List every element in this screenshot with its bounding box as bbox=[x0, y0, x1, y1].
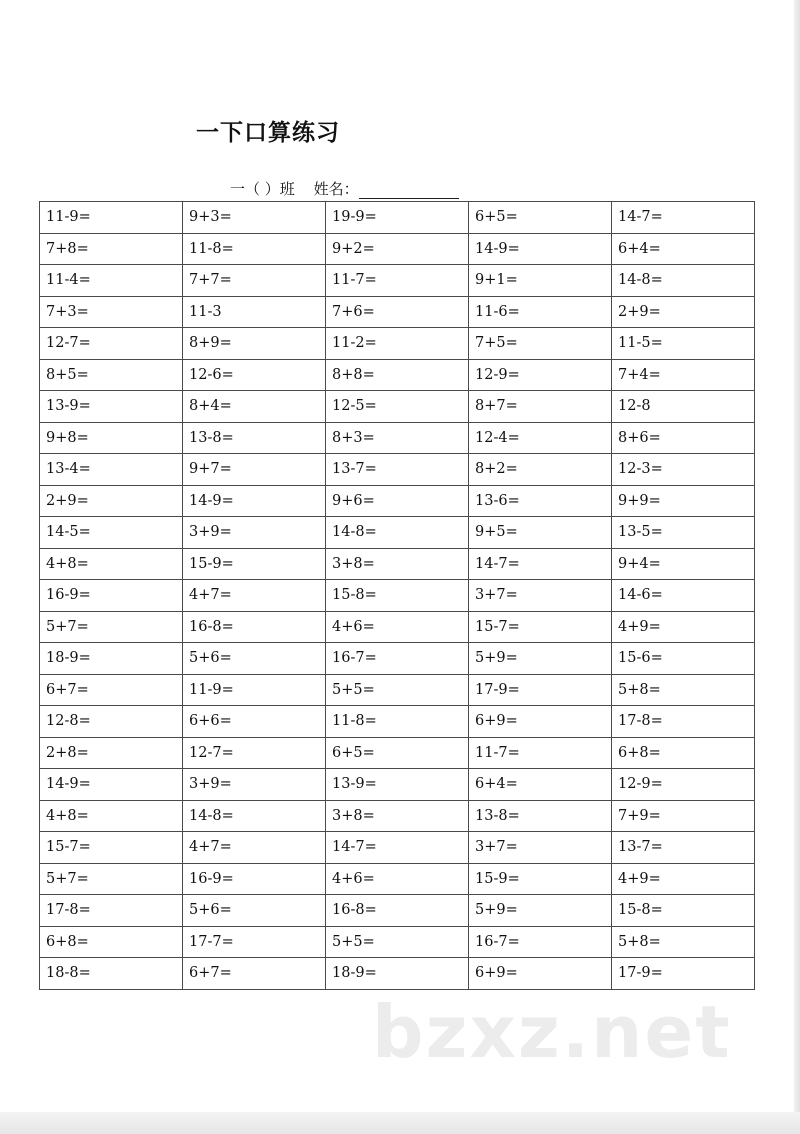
problem-cell: 12-7= bbox=[183, 737, 326, 769]
name-blank bbox=[359, 182, 459, 199]
problem-cell: 4+9= bbox=[612, 611, 755, 643]
problem-cell: 3+7= bbox=[469, 580, 612, 612]
problem-cell: 13-5= bbox=[612, 517, 755, 549]
problem-cell: 4+7= bbox=[183, 580, 326, 612]
name-label: 姓名： bbox=[313, 180, 359, 198]
problem-cell: 8+2= bbox=[469, 454, 612, 486]
problem-cell: 12-8 bbox=[612, 391, 755, 423]
table-row bbox=[40, 895, 755, 927]
problem-cell: 5+6= bbox=[183, 643, 326, 675]
problem-cell: 18-9= bbox=[326, 958, 469, 990]
problem-cell: 12-6= bbox=[183, 359, 326, 391]
problem-cell: 9+5= bbox=[469, 517, 612, 549]
problem-cell: 6+4= bbox=[469, 769, 612, 801]
problem-cell: 11-3 bbox=[183, 296, 326, 328]
problem-cell: 14-8= bbox=[183, 800, 326, 832]
problem-cell: 15-9= bbox=[183, 548, 326, 580]
problem-cell: 17-9= bbox=[612, 958, 755, 990]
page-bottom-edge bbox=[0, 1112, 800, 1134]
table-row bbox=[40, 422, 755, 454]
problem-cell: 16-7= bbox=[469, 926, 612, 958]
problem-cell: 17-8= bbox=[40, 895, 183, 927]
problem-cell: 8+6= bbox=[612, 422, 755, 454]
problem-cell: 17-9= bbox=[469, 674, 612, 706]
problem-cell: 5+9= bbox=[469, 895, 612, 927]
problem-cell: 2+9= bbox=[40, 485, 183, 517]
table-row bbox=[40, 706, 755, 738]
problem-cell: 12-9= bbox=[469, 359, 612, 391]
problem-cell: 13-8= bbox=[469, 800, 612, 832]
problem-cell: 3+8= bbox=[326, 548, 469, 580]
table-row bbox=[40, 233, 755, 265]
table-row bbox=[40, 296, 755, 328]
problem-cell: 3+7= bbox=[469, 832, 612, 864]
table-row bbox=[40, 391, 755, 423]
table-row bbox=[40, 454, 755, 486]
page-edge bbox=[794, 0, 800, 1134]
problem-cell: 13-9= bbox=[40, 391, 183, 423]
problem-cell: 14-9= bbox=[469, 233, 612, 265]
problem-cell: 6+8= bbox=[612, 737, 755, 769]
problem-cell: 11-8= bbox=[183, 233, 326, 265]
problem-cell: 15-7= bbox=[40, 832, 183, 864]
problem-cell: 16-9= bbox=[183, 863, 326, 895]
problem-cell: 14-8= bbox=[612, 265, 755, 297]
problem-cell: 13-7= bbox=[326, 454, 469, 486]
problem-cell: 5+7= bbox=[40, 611, 183, 643]
problem-cell: 11-7= bbox=[469, 737, 612, 769]
student-info-line bbox=[230, 178, 459, 199]
problem-cell: 5+5= bbox=[326, 674, 469, 706]
problem-cell: 6+9= bbox=[469, 706, 612, 738]
problem-cell: 7+3= bbox=[40, 296, 183, 328]
problem-cell: 14-7= bbox=[612, 202, 755, 234]
problem-cell: 5+7= bbox=[40, 863, 183, 895]
problem-cell: 6+6= bbox=[183, 706, 326, 738]
problem-cell: 19-9= bbox=[326, 202, 469, 234]
problem-cell: 2+9= bbox=[612, 296, 755, 328]
problem-cell: 14-8= bbox=[326, 517, 469, 549]
problem-cell: 2+8= bbox=[40, 737, 183, 769]
problem-cell: 5+6= bbox=[183, 895, 326, 927]
table-row bbox=[40, 674, 755, 706]
table-row bbox=[40, 958, 755, 990]
problem-cell: 7+4= bbox=[612, 359, 755, 391]
table-row bbox=[40, 769, 755, 801]
problem-cell: 6+8= bbox=[40, 926, 183, 958]
problem-cell: 6+5= bbox=[469, 202, 612, 234]
problem-cell: 5+8= bbox=[612, 674, 755, 706]
problem-cell: 7+7= bbox=[183, 265, 326, 297]
problem-cell: 15-6= bbox=[612, 643, 755, 675]
problem-cell: 11-5= bbox=[612, 328, 755, 360]
problem-cell: 7+9= bbox=[612, 800, 755, 832]
problem-cell: 14-7= bbox=[469, 548, 612, 580]
problem-cell: 12-3= bbox=[612, 454, 755, 486]
problem-cell: 12-5= bbox=[326, 391, 469, 423]
problem-cell: 9+4= bbox=[612, 548, 755, 580]
problem-cell: 16-8= bbox=[326, 895, 469, 927]
table-row bbox=[40, 926, 755, 958]
problem-cell: 18-9= bbox=[40, 643, 183, 675]
problem-cell: 13-4= bbox=[40, 454, 183, 486]
problem-cell: 8+9= bbox=[183, 328, 326, 360]
problem-cell: 13-7= bbox=[612, 832, 755, 864]
problem-cell: 9+2= bbox=[326, 233, 469, 265]
problem-cell: 12-8= bbox=[40, 706, 183, 738]
problem-cell: 14-9= bbox=[40, 769, 183, 801]
problem-cell: 4+8= bbox=[40, 800, 183, 832]
problem-cell: 9+8= bbox=[40, 422, 183, 454]
table-row bbox=[40, 359, 755, 391]
problem-cell: 8+8= bbox=[326, 359, 469, 391]
problem-cell: 13-8= bbox=[183, 422, 326, 454]
table-row bbox=[40, 265, 755, 297]
problem-cell: 8+3= bbox=[326, 422, 469, 454]
table-row bbox=[40, 611, 755, 643]
problem-cell: 12-4= bbox=[469, 422, 612, 454]
problem-cell: 6+4= bbox=[612, 233, 755, 265]
problem-cell: 9+3= bbox=[183, 202, 326, 234]
problem-cell: 8+5= bbox=[40, 359, 183, 391]
problem-cell: 14-9= bbox=[183, 485, 326, 517]
problem-cell: 4+8= bbox=[40, 548, 183, 580]
problem-cell: 14-6= bbox=[612, 580, 755, 612]
problem-cell: 4+6= bbox=[326, 863, 469, 895]
problem-cell: 11-7= bbox=[326, 265, 469, 297]
problem-cell: 15-7= bbox=[469, 611, 612, 643]
problem-cell: 11-2= bbox=[326, 328, 469, 360]
problem-cell: 6+7= bbox=[183, 958, 326, 990]
problem-cell: 9+7= bbox=[183, 454, 326, 486]
problem-cell: 12-7= bbox=[40, 328, 183, 360]
problem-cell: 15-8= bbox=[612, 895, 755, 927]
problem-cell: 4+9= bbox=[612, 863, 755, 895]
problem-cell: 7+8= bbox=[40, 233, 183, 265]
problem-cell: 6+9= bbox=[469, 958, 612, 990]
table-row bbox=[40, 517, 755, 549]
table-row bbox=[40, 737, 755, 769]
problem-cell: 4+7= bbox=[183, 832, 326, 864]
problem-cell: 14-7= bbox=[326, 832, 469, 864]
problem-cell: 5+5= bbox=[326, 926, 469, 958]
watermark: bzxz.net bbox=[372, 990, 732, 1074]
problem-cell: 11-4= bbox=[40, 265, 183, 297]
problem-cell: 8+7= bbox=[469, 391, 612, 423]
arithmetic-table bbox=[39, 201, 755, 990]
problem-cell: 14-5= bbox=[40, 517, 183, 549]
problem-cell: 17-8= bbox=[612, 706, 755, 738]
problem-cell: 13-6= bbox=[469, 485, 612, 517]
table-row bbox=[40, 485, 755, 517]
problem-cell: 3+9= bbox=[183, 517, 326, 549]
problem-cell: 7+5= bbox=[469, 328, 612, 360]
problem-cell: 11-9= bbox=[183, 674, 326, 706]
problem-cell: 15-8= bbox=[326, 580, 469, 612]
problem-cell: 11-6= bbox=[469, 296, 612, 328]
problem-cell: 16-7= bbox=[326, 643, 469, 675]
class-label: 一（ ）班 bbox=[230, 180, 295, 198]
problem-cell: 18-8= bbox=[40, 958, 183, 990]
problem-cell: 9+9= bbox=[612, 485, 755, 517]
page-title: 一下口算练习 bbox=[196, 120, 340, 146]
problem-cell: 3+8= bbox=[326, 800, 469, 832]
table-row bbox=[40, 548, 755, 580]
problem-cell: 9+6= bbox=[326, 485, 469, 517]
problem-cell: 17-7= bbox=[183, 926, 326, 958]
table-row bbox=[40, 863, 755, 895]
table-row bbox=[40, 580, 755, 612]
problem-cell: 16-9= bbox=[40, 580, 183, 612]
problem-cell: 6+7= bbox=[40, 674, 183, 706]
table-row bbox=[40, 832, 755, 864]
problem-cell: 9+1= bbox=[469, 265, 612, 297]
problem-cell: 4+6= bbox=[326, 611, 469, 643]
table-row bbox=[40, 800, 755, 832]
table-row bbox=[40, 202, 755, 234]
table-row bbox=[40, 328, 755, 360]
problem-cell: 6+5= bbox=[326, 737, 469, 769]
problem-cell: 11-9= bbox=[40, 202, 183, 234]
problem-cell: 5+8= bbox=[612, 926, 755, 958]
problem-cell: 8+4= bbox=[183, 391, 326, 423]
problem-cell: 16-8= bbox=[183, 611, 326, 643]
problem-cell: 5+9= bbox=[469, 643, 612, 675]
problem-cell: 7+6= bbox=[326, 296, 469, 328]
problem-cell: 11-8= bbox=[326, 706, 469, 738]
problem-cell: 13-9= bbox=[326, 769, 469, 801]
problem-cell: 12-9= bbox=[612, 769, 755, 801]
problem-cell: 3+9= bbox=[183, 769, 326, 801]
problem-cell: 15-9= bbox=[469, 863, 612, 895]
table-row bbox=[40, 643, 755, 675]
